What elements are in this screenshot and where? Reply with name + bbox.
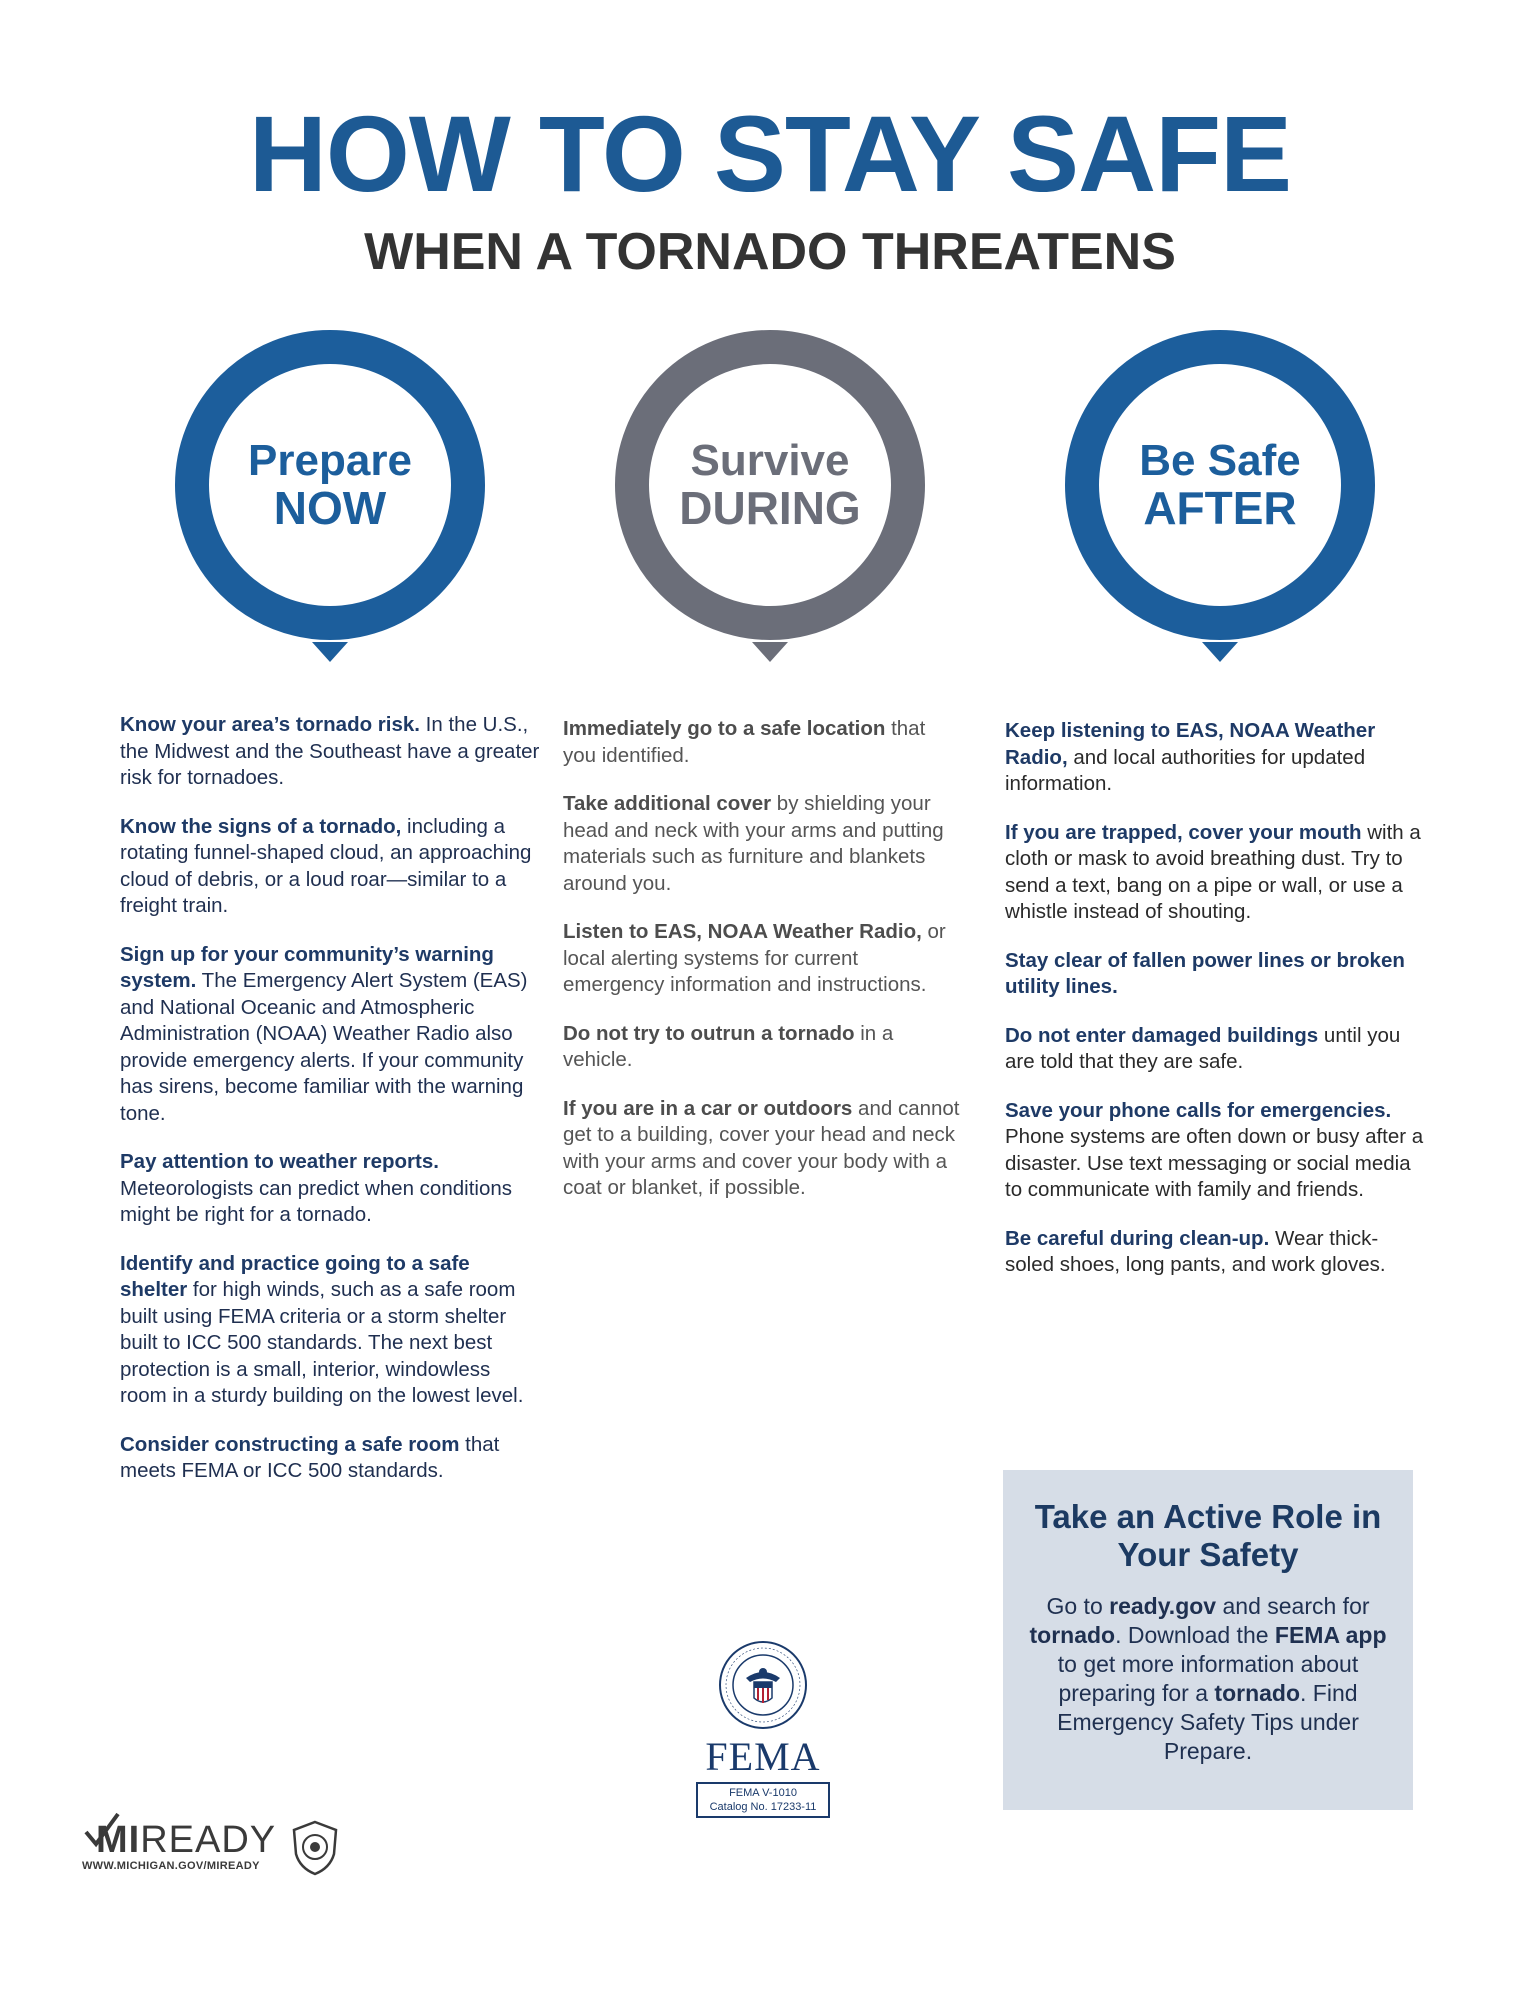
fema-wordmark: FEMA [705, 1734, 821, 1779]
phase-survive [615, 330, 925, 670]
tip-body: that meets FEMA or ICC 500 standards. [120, 1432, 500, 1482]
tip-heading: Listen to EAS, NOAA Weather Radio, [563, 920, 922, 943]
survive-tip [563, 1096, 963, 1202]
phase-after-bottom: AFTER [1143, 481, 1297, 534]
active-role-keyword: tornado [1214, 1680, 1301, 1706]
tip-heading: Take additional cover [563, 792, 772, 815]
mi-ready-url-plain: WWW.MICHIGAN.GOV/ [82, 1860, 207, 1872]
after-tip [1005, 948, 1425, 1001]
tip-heading: Do not enter damaged buildings [1005, 1023, 1319, 1047]
mi-ready-url-bold: MIREADY [206, 1860, 260, 1872]
tip-body: for high winds, such as a safe room built using FEMA criteria or a storm shelter built to ICC 500 standards. The next best protection is a small, interior, windowless room in a sturdy building on the lowest level. [120, 1278, 524, 1407]
ring-survive [615, 330, 925, 640]
prepare-tip [120, 1149, 540, 1229]
tip-body: by shielding your head and neck with your arms and putting materials such as furniture and blankets around you. [563, 792, 944, 895]
page-subtitle: WHEN A TORNADO THREATENS [364, 223, 1176, 281]
tip-body: that you identified. [563, 717, 926, 767]
tip-heading: Stay clear of fallen power lines or broken utility lines. [1005, 948, 1405, 998]
tip-heading: Immediately go to a safe location [563, 717, 886, 740]
phase-after [1065, 330, 1375, 670]
mi-ready-logo-bold: MI [96, 1819, 141, 1861]
mi-ready-logo-light: READY [140, 1819, 277, 1861]
prepare-tip [120, 814, 540, 920]
active-role-keyword: tornado [1029, 1622, 1116, 1648]
checkmark-icon [82, 1810, 122, 1850]
phase-prepare [175, 330, 485, 670]
active-role-text: . Find Emergency Safety Tips under Prepare. [1057, 1680, 1359, 1764]
tip-heading: Consider constructing a safe room [120, 1432, 460, 1456]
tip-heading: If you are trapped, cover your mouth [1005, 820, 1362, 844]
tip-heading: Be careful during clean-up. [1005, 1226, 1270, 1250]
prepare-tip [120, 1432, 540, 1485]
after-tip [1005, 718, 1425, 798]
fema-app-keyword: FEMA app [1274, 1622, 1387, 1648]
phase-survive-bottom: DURING [679, 481, 861, 534]
tip-body: In the U.S., the Midwest and the Southeast have a greater risk for tornadoes. [120, 713, 540, 789]
survive-column [563, 716, 963, 1224]
tip-heading: Know your area’s tornado risk. [120, 713, 420, 736]
arrow-down-icon [1202, 642, 1238, 662]
tip-body: Phone systems are often down or busy after a disaster. Use text messaging or social media to communicate with family and friends. [1005, 1125, 1424, 1201]
tip-body: and local authorities for updated information. [1005, 745, 1366, 795]
michigan-state-police-badge-icon [290, 1820, 340, 1876]
fema-catalog: Catalog No. 17233-11 [709, 1801, 817, 1813]
tip-body: and cannot get to a building, cover your head and neck with your arms and cover your body with a coat or blanket, if possible. [563, 1096, 960, 1199]
tip-heading: Sign up for your community’s warning system. [120, 942, 494, 992]
tip-heading: Know the signs of a tornado, [120, 814, 402, 838]
arrow-down-icon [752, 642, 788, 662]
survive-tip [563, 791, 963, 897]
after-tip [1005, 820, 1425, 926]
fema-logo [696, 1640, 830, 1818]
survive-tip [563, 919, 963, 999]
dhs-seal-icon [718, 1640, 808, 1730]
active-role-title: Take an Active Role in Your Safety [1034, 1498, 1382, 1573]
tip-body: Wear thick-soled shoes, long pants, and work gloves. [1005, 1226, 1386, 1276]
after-tip [1005, 1023, 1425, 1076]
tip-heading: Keep listening to EAS, NOAA Weather Radio, [1005, 719, 1376, 769]
phase-prepare-top: Prepare [248, 435, 412, 485]
survive-tip [563, 1021, 963, 1074]
after-tip [1005, 1098, 1425, 1204]
after-tip [1005, 1226, 1425, 1279]
prepare-column [120, 712, 540, 1507]
tip-body: until you are told that they are safe. [1005, 1023, 1401, 1073]
tip-heading: Save your phone calls for emergencies. [1005, 1098, 1392, 1122]
tip-heading: Pay attention to weather reports. [120, 1150, 439, 1173]
active-role-text: Go to [1046, 1593, 1110, 1619]
prepare-tip [120, 712, 540, 792]
prepare-tip [120, 1251, 540, 1410]
tip-body: The Emergency Alert System (EAS) and National Oceanic and Atmospheric Administration (NOAA) Weather Radio also provide emergency alerts. If your community has sirens, become familiar with the warning tone. [120, 969, 528, 1125]
after-column [1005, 718, 1425, 1301]
phase-survive-top: Survive [690, 435, 850, 485]
active-role-text: to get more information about preparing for a [1057, 1651, 1359, 1706]
tip-body: or local alerting systems for current emergency information and instructions. [563, 920, 946, 996]
tip-body: with a cloth or mask to avoid breathing dust. Try to send a text, bang on a pipe or wall, or use a whistle instead of shouting. [1005, 820, 1421, 923]
fema-catalog-box [696, 1782, 830, 1818]
survive-tip [563, 716, 963, 769]
active-role-text: and search for [1216, 1593, 1370, 1619]
page-title: HOW TO STAY SAFE [248, 93, 1292, 214]
tip-heading: If you are in a car or outdoors [563, 1096, 853, 1120]
ring-after [1065, 330, 1375, 640]
active-role-body [1023, 1592, 1393, 1766]
fema-code: FEMA V-1010 [729, 1787, 797, 1799]
phase-after-top: Be Safe [1139, 435, 1301, 485]
phase-prepare-bottom: NOW [273, 481, 387, 534]
tip-body: in a vehicle. [563, 1021, 894, 1071]
tip-heading: Do not try to outrun a tornado [563, 1021, 855, 1045]
mi-ready-logo [82, 1820, 382, 1900]
tip-body: Meteorologists can predict when conditions might be right for a tornado. [120, 1176, 512, 1226]
prepare-tip [120, 942, 540, 1128]
ready-gov-link: ready.gov [1109, 1593, 1217, 1619]
ring-prepare [175, 330, 485, 640]
active-role-text: . Download the [1115, 1622, 1275, 1648]
tip-body: including a rotating funnel-shaped cloud, an approaching cloud of debris, or a loud roar—similar to a freight train. [120, 814, 532, 917]
tip-heading: Identify and practice going to a safe shelter [120, 1251, 470, 1301]
arrow-down-icon [312, 642, 348, 662]
active-role-box [1003, 1470, 1413, 1810]
